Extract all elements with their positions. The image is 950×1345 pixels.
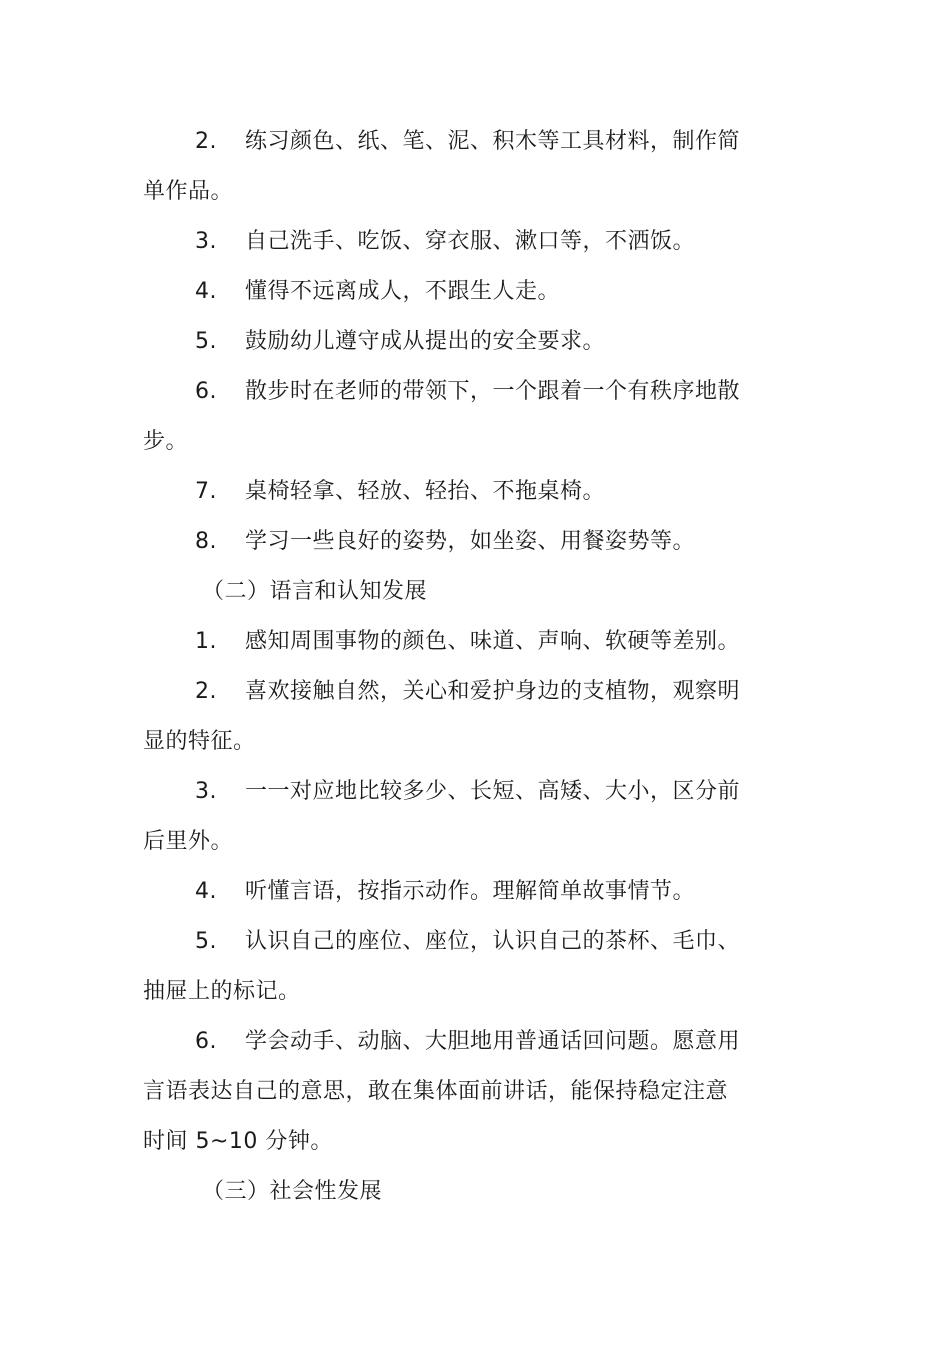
continuation-line bbox=[143, 1077, 728, 1107]
item-text: 认识自己的座位、座位，认识自己的茶杯、毛巾、 bbox=[245, 929, 741, 954]
list-item bbox=[195, 527, 695, 557]
continuation-line bbox=[143, 827, 233, 857]
list-item bbox=[195, 777, 740, 807]
item-text: 时间 5~10 分钟。 bbox=[143, 1129, 333, 1154]
continuation-line bbox=[143, 977, 301, 1007]
continuation-line bbox=[143, 727, 256, 757]
item-text: 步。 bbox=[143, 429, 189, 454]
list-item bbox=[195, 627, 740, 657]
item-text: 后里外。 bbox=[143, 829, 234, 854]
list-item bbox=[195, 877, 695, 907]
item-text: 言语表达自己的意思，敢在集体面前讲话，能保持稳定注意 bbox=[143, 1079, 729, 1104]
item-text: 懂得不远离成人，不跟生人走。 bbox=[245, 279, 561, 304]
item-number: 8. bbox=[195, 529, 217, 554]
item-text: 练习颜色、纸、笔、泥、积木等工具材料，制作简 bbox=[245, 129, 741, 154]
section-heading bbox=[202, 1177, 382, 1207]
item-number: 3. bbox=[195, 779, 217, 804]
section-heading bbox=[202, 577, 427, 607]
item-text: 显的特征。 bbox=[143, 729, 256, 754]
list-item bbox=[195, 127, 740, 157]
list-item bbox=[195, 677, 740, 707]
item-text: 自己洗手、吃饭、穿衣服、漱口等，不洒饭。 bbox=[245, 229, 696, 254]
item-number: 2. bbox=[195, 679, 217, 704]
item-number: 7. bbox=[195, 479, 217, 504]
item-text: 鼓励幼儿遵守成从提出的安全要求。 bbox=[245, 329, 606, 354]
item-text: 一一对应地比较多少、长短、高矮、大小，区分前 bbox=[245, 779, 741, 804]
item-text: 学习一些良好的姿势，如坐姿、用餐姿势等。 bbox=[245, 529, 696, 554]
continuation-line bbox=[143, 427, 188, 457]
item-number: 5. bbox=[195, 329, 217, 354]
item-text: 抽屉上的标记。 bbox=[143, 979, 301, 1004]
item-text: 听懂言语，按指示动作。理解简单故事情节。 bbox=[245, 879, 696, 904]
list-item bbox=[195, 927, 740, 957]
item-text: 感知周围事物的颜色、味道、声响、软硬等差别。 bbox=[245, 629, 741, 654]
section-heading-text: （三）社会性发展 bbox=[202, 1179, 383, 1204]
item-text: 单作品。 bbox=[143, 179, 234, 204]
item-number: 6. bbox=[195, 1029, 217, 1054]
item-text: 散步时在老师的带领下，一个跟着一个有秩序地散 bbox=[245, 379, 741, 404]
item-number: 3. bbox=[195, 229, 217, 254]
item-number: 6. bbox=[195, 379, 217, 404]
item-text: 桌椅轻拿、轻放、轻抬、不拖桌椅。 bbox=[245, 479, 606, 504]
list-item bbox=[195, 227, 695, 257]
item-number: 4. bbox=[195, 279, 217, 304]
list-item bbox=[195, 1027, 740, 1057]
item-number: 5. bbox=[195, 929, 217, 954]
list-item bbox=[195, 277, 560, 307]
list-item bbox=[195, 327, 605, 357]
continuation-line bbox=[143, 177, 233, 207]
item-text: 学会动手、动脑、大胆地用普通话回问题。愿意用 bbox=[245, 1029, 741, 1054]
item-number: 1. bbox=[195, 629, 217, 654]
section-heading-text: （二）语言和认知发展 bbox=[202, 579, 428, 604]
list-item bbox=[195, 377, 740, 407]
item-text: 喜欢接触自然，关心和爱护身边的支植物，观察明 bbox=[245, 679, 741, 704]
continuation-line bbox=[143, 1127, 333, 1157]
item-number: 2. bbox=[195, 129, 217, 154]
list-item bbox=[195, 477, 605, 507]
item-number: 4. bbox=[195, 879, 217, 904]
